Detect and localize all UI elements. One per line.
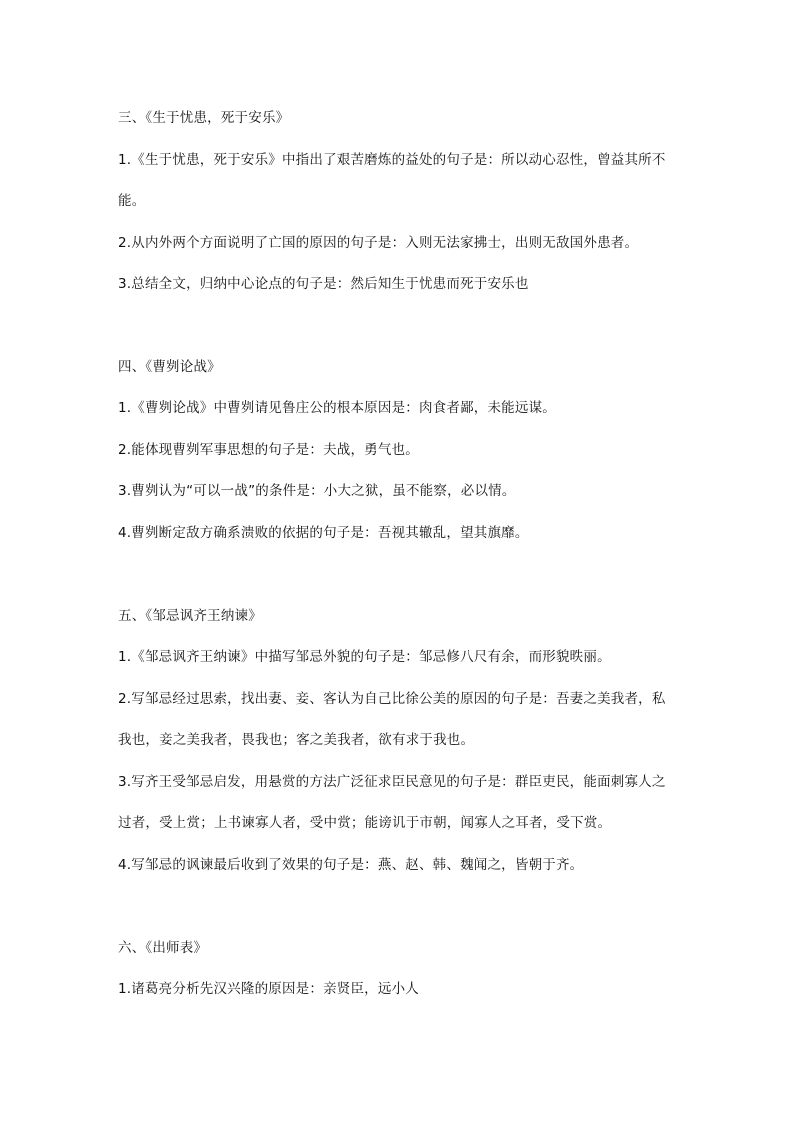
text-line: 3.曹刿认为“可以一战”的条件是：小大之狱，虽不能察，必以情。 [118, 483, 516, 499]
text-line: 1.《曹刿论战》中曹刿请见鲁庄公的根本原因是：肉食者鄙，未能远谋。 [118, 400, 556, 416]
text-line: 3.总结全文，归纳中心论点的句子是：然后知生于忧患而死于安乐也 [118, 276, 529, 292]
text-line: 过者，受上赏；上书谏寡人者，受中赏；能谤讥于市朝，闻寡人之耳者，受下赏。 [118, 815, 612, 831]
text-line: 2.从内外两个方面说明了亡国的原因的句子是：入则无法家拂士，出则无敌国外患者。 [118, 235, 639, 251]
text-line: 1.诸葛亮分析先汉兴隆的原因是：亲贤臣，远小人 [118, 981, 419, 997]
section-heading: 四、《曹刿论战》 [118, 359, 221, 375]
text-line: 2.能体现曹刿军事思想的句子是：夫战，勇气也。 [118, 442, 419, 458]
text-line: 我也，妾之美我者，畏我也；客之美我者，欲有求于我也。 [118, 732, 475, 748]
section-heading: 六、《出师表》 [118, 940, 208, 956]
text-line: 3.写齐王受邹忌启发，用悬赏的方法广泛征求臣民意见的句子是：群臣吏民，能面刺寡人之 [118, 774, 666, 790]
text-line: 能。 [118, 193, 146, 209]
text-line: 2.写邹忌经过思索，找出妻、妾、客认为自己比徐公美的原因的句子是：吾妻之美我者，私 [118, 691, 666, 707]
section-heading: 五、《邹忌讽齐王纳谏》 [118, 608, 262, 624]
text-line: 4.曹刿断定敌方确系溃败的依据的句子是：吾视其辙乱，望其旗靡。 [118, 525, 529, 541]
text-line: 4.写邹忌的讽谏最后收到了效果的句子是：燕、赵、韩、魏闻之，皆朝于齐。 [118, 857, 584, 873]
text-line: 1.《生于忧患，死于安乐》中指出了艰苦磨炼的益处的句子是：所以动心忍性，曾益其所不 [118, 152, 666, 168]
text-line: 1.《邹忌讽齐王纳谏》中描写邹忌外貌的句子是：邹忌修八尺有余，而形貌昳丽。 [118, 649, 611, 665]
section-heading: 三、《生于忧患，死于安乐》 [118, 110, 290, 126]
